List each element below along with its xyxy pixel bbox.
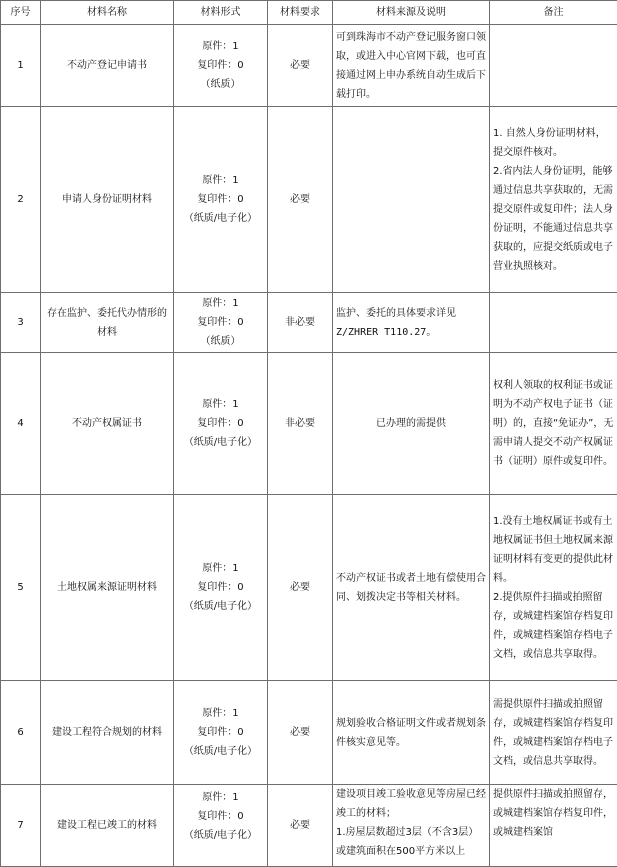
source-description: 不动产权证书或者土地有偿使用合同、划拨决定书等相关材料。: [333, 495, 490, 681]
header-material-requirement: 材料要求: [268, 1, 333, 25]
material-requirement: 必要: [268, 785, 333, 867]
remarks: 1.没有土地权属证书或有土地权属证书但土地权属来源证明材料有变更的提供此材料。 2.提供原件扫描或拍照留存，或城建档案馆存档复印件，或城建档案馆存档电子文档，或信息共享取得。: [490, 495, 617, 681]
remarks: [490, 293, 617, 353]
row-number: 1: [1, 25, 41, 107]
header-seq: 序号: [1, 1, 41, 25]
material-requirement: 必要: [268, 25, 333, 107]
material-name: 申请人身份证明材料: [41, 107, 174, 293]
material-form: 原件：1 复印件：0 （纸质）: [174, 25, 268, 107]
remarks: [490, 25, 617, 107]
material-name: 存在监护、委托代办情形的材料: [41, 293, 174, 353]
material-name: 建设工程符合规划的材料: [41, 681, 174, 785]
material-requirement: 必要: [268, 495, 333, 681]
header-source-description: 材料来源及说明: [333, 1, 490, 25]
table-row: [1, 681, 617, 785]
source-description: 建设项目竣工验收意见等房屋已经竣工的材料； 1.房屋层数超过3层（不含3层）或建筑面积在500平方米以上: [333, 785, 490, 867]
row-number: 6: [1, 681, 41, 785]
material-form: 原件：1 复印件：0 （纸质/电子化）: [174, 785, 268, 867]
material-form: 原件：1 复印件：0 （纸质/电子化）: [174, 495, 268, 681]
source-description: [333, 107, 490, 293]
table-row: [1, 293, 617, 353]
material-requirement: 非必要: [268, 353, 333, 495]
remarks: 1. 自然人身份证明材料，提交原件核对。 2.省内法人身份证明，能够通过信息共享获取的，无需提交原件或复印件；法人身份证明，不能通过信息共享获取的，应提交纸质或电子营业执照核对。: [490, 107, 617, 293]
table-row: [1, 107, 617, 293]
material-requirement: 非必要: [268, 293, 333, 353]
material-name: 建设工程已竣工的材料: [41, 785, 174, 867]
source-description: [333, 293, 490, 353]
header-remarks: 备注: [490, 1, 617, 25]
table-row: [1, 785, 617, 867]
material-name: 不动产登记申请书: [41, 25, 174, 107]
row-number: 4: [1, 353, 41, 495]
source-description: 已办理的需提供: [333, 353, 490, 495]
material-requirement: 必要: [268, 681, 333, 785]
row-number: 3: [1, 293, 41, 353]
remarks: 权利人领取的权利证书或证明为不动产权电子证书（证明）的，直接“免证办”，无需申请人提交不动产权属证书（证明）原件或复印件。: [490, 353, 617, 495]
header-material-name: 材料名称: [41, 1, 174, 25]
source-text: 监护、委托的具体要求详见: [336, 307, 456, 319]
row-number: 7: [1, 785, 41, 867]
source-text-end: 。: [426, 326, 437, 338]
material-name: 土地权属来源证明材料: [41, 495, 174, 681]
remarks: 提供原件扫描或拍照留存，或城建档案馆存档复印件，或城建档案馆: [490, 785, 617, 867]
source-description: 可到珠海市不动产登记服务窗口领取，或进入中心官网下载，也可直接通过网上申办系统自动生成后下载打印。: [333, 25, 490, 107]
header-material-form: 材料形式: [174, 1, 268, 25]
remarks: 需提供原件扫描或拍照留存，或城建档案馆存档复印件，或城建档案馆存档电子文档，或信息共享取得。: [490, 681, 617, 785]
row-number: 2: [1, 107, 41, 293]
material-form: 原件：1 复印件：0 （纸质/电子化）: [174, 107, 268, 293]
standard-code: Z/ZHRER T110.27: [336, 326, 427, 338]
table-row: [1, 353, 617, 495]
table-row: [1, 25, 617, 107]
material-form: 原件：1 复印件：0 （纸质/电子化）: [174, 681, 268, 785]
table-row: [1, 495, 617, 681]
table-header-row: [1, 1, 617, 25]
material-name: 不动产权属证书: [41, 353, 174, 495]
material-form: 原件：1 复印件：0 （纸质）: [174, 293, 268, 353]
material-form: 原件：1 复印件：0 （纸质/电子化）: [174, 353, 268, 495]
material-requirement: 必要: [268, 107, 333, 293]
source-description: 规划验收合格证明文件或者规划条件核实意见等。: [333, 681, 490, 785]
row-number: 5: [1, 495, 41, 681]
